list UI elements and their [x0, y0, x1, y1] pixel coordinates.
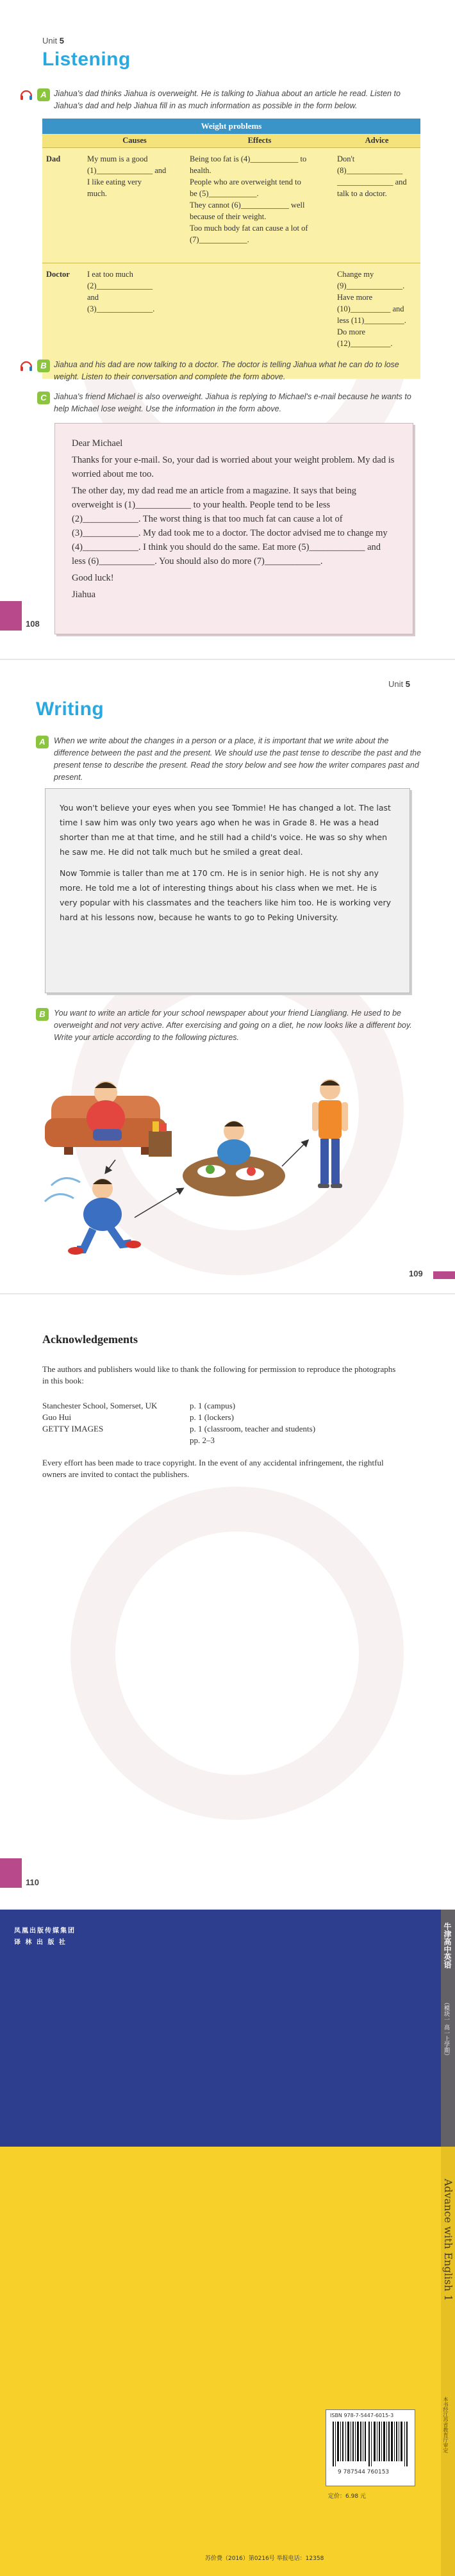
column-header: Effects [186, 134, 333, 148]
page-108 [0, 0, 455, 660]
table-cell-line: I like eating very [87, 178, 142, 186]
isbn-barcode [326, 2409, 415, 2486]
credit-pages: p. 1 (lockers) [190, 1412, 234, 1422]
approval-note: 本书经江苏省教育厅审定 [443, 2397, 449, 2453]
credit-pages: pp. 2–3 [190, 1435, 215, 1445]
headphones-icon [19, 88, 33, 102]
table-cell-line: Change my [337, 270, 374, 279]
blank-field[interactable]: be (5)____________. [190, 189, 259, 198]
unit-label: Unit 5 [42, 36, 64, 45]
row-label-doctor: Doctor [46, 270, 70, 279]
publisher-name: 译 林 出 版 社 [14, 1939, 67, 1946]
blank-field[interactable]: (12)__________. [337, 339, 393, 348]
acknowledgements-title: Acknowledgements [42, 1333, 138, 1346]
email-paragraph: Thanks for your e-mail. So, your dad is worried about your weight problem. My dad is worried about me too. [72, 455, 395, 479]
email-greeting: Dear Michael [72, 438, 123, 449]
liangliang-illustrations [38, 1057, 372, 1269]
blank-field[interactable]: (9)______________. [337, 281, 405, 290]
credit-source: Stanchester School, Somerset, UK [42, 1401, 158, 1410]
credit-pages: p. 1 (classroom, teacher and students) [190, 1424, 316, 1433]
page-number: 109 [409, 1269, 423, 1278]
sofa-eating-illustration [45, 1081, 172, 1157]
credit-source: Guo Hui [42, 1412, 72, 1422]
table-cell-line: and [87, 293, 99, 302]
table-cell-line: much. [87, 189, 107, 198]
blank-field[interactable]: Being too fat is (4)____________ to [190, 154, 307, 163]
blank-field[interactable]: (8)______________ [337, 166, 403, 175]
page-number: 108 [26, 619, 40, 629]
column-header: Causes [83, 134, 186, 148]
story-box [45, 788, 410, 993]
table-cell-line: People who are overweight tend to [190, 178, 301, 186]
page-109 [0, 660, 455, 1294]
page-edge-tab [433, 1271, 455, 1279]
table-cell-line: talk to a doctor. [337, 189, 387, 198]
email-reply-box [54, 423, 413, 634]
price-label: 定价：6.98 元 [328, 2493, 366, 2500]
blank-field[interactable]: (3)______________. [87, 304, 155, 313]
copyright-note: Every effort has been made to trace copyright. In the event of any accidental infringement, the rightful owners are invited to contact the publishers. [42, 1458, 384, 1479]
table-cell-line: Do more [337, 327, 366, 336]
task-b-instruction: Jiahua and his dad are now talking to a doctor. The doctor is telling Jiahua what he can do to lose weight. Listen to their conversation and complete the form above. [54, 360, 399, 381]
task-b-badge: B [37, 359, 50, 372]
story-paragraph: Now Tommie is taller than me at 170 cm. He is in senior high. He is not shy any more. He told me a lot of interesting things about his class when we met. He is very popular with his classmates and the teachers like him too. He is working very hard at his lessons now, because he wants to go to Peking University. [60, 868, 392, 922]
task-a-badge: A [36, 736, 49, 748]
table-row [42, 148, 420, 263]
barcode-lines [333, 2422, 408, 2466]
barcode-digits: 9 787544 760153 [338, 2469, 390, 2475]
task-a-instruction: When we write about the changes in a person or a place, it is important that we write about the difference between the past and the present. We should use the past tense to describe the past and the present tense to describe the present. Read the story below and see how the writer compares past and present. [54, 736, 422, 782]
table-cell-line: Too much body fat can cause a lot of [190, 224, 308, 233]
acknowledgements-intro: The authors and publishers would like to thank the following for permission to reproduce the photographs in this book: [42, 1364, 396, 1385]
headphones-icon [19, 359, 33, 373]
blank-field[interactable]: less (11)__________. [337, 316, 406, 325]
credit-source: GETTY IMAGES [42, 1424, 104, 1433]
table-cell-line: Don't [337, 154, 355, 163]
healthy-meal-illustration [183, 1121, 285, 1196]
page-110 [0, 1294, 455, 1910]
email-signature: Jiahua [72, 590, 96, 600]
table-cell-line: health. [190, 166, 211, 175]
cover-footer: 苏价费（2016）第0216号 举报电话：12358 [205, 2555, 324, 2562]
fit-boy-illustration [312, 1079, 348, 1188]
task-a-instruction: Jiahua's dad thinks Jiahua is overweight. He is talking to Jiahua about an article he read. Listen to Jiahua's dad and help Jiahua fill in as much information as possible in the form below. [54, 89, 401, 110]
blank-field[interactable]: They cannot (6)____________ well [190, 201, 305, 210]
back-cover [0, 1910, 455, 2576]
task-b-badge: B [36, 1008, 49, 1021]
running-illustration [45, 1178, 141, 1255]
email-paragraph-with-blanks[interactable]: The other day, my dad read me an article from a magazine. It says that being overweight is (1)____________ to your health. People tend to be less (2)____________. The worst thing is that too much fat can cause a lot of (3)____________. My dad took me to a doctor. The doctor advised me to change my (4)____________. I think you should do the same. Eat more (5)____________ and less (6)____________. You should also do more (7)____________. [72, 486, 388, 566]
task-b-instruction: You want to write an article for your school newspaper about your friend Liangliang. He used to be overweight and not very active. After exercising and going on a diet, he now looks like a different boy. Write your article according to the following pictures. [54, 1009, 412, 1042]
publisher-group: 凤凰出版传媒集团 [14, 1928, 76, 1935]
table-cell-line: because of their weight. [190, 212, 267, 221]
column-header: Advice [333, 134, 420, 148]
blank-field[interactable]: ______________ and [337, 178, 407, 186]
page-number: 110 [26, 1878, 39, 1887]
section-title-writing: Writing [36, 698, 104, 720]
blank-field[interactable]: (10)__________ and [337, 304, 404, 313]
story-paragraph: You won't believe your eyes when you see Tommie! He has changed a lot. The last time I saw him was only two years ago when he was in Grade 8. He was a head shorter than me at that time, and he still had a child's voice. He was so shy when he saw me. He did not talk much but he smiled a great deal. [60, 803, 391, 857]
watermark-decoration [70, 1487, 404, 1820]
weight-problems-table [42, 119, 420, 379]
blank-field[interactable]: (7)____________. [190, 235, 249, 244]
spine-subtitle: （模块一 高一上学期） [443, 1999, 449, 2059]
email-closing: Good luck! [72, 573, 114, 583]
table-cell-line: I eat too much [87, 270, 133, 279]
task-c-instruction: Jiahua's friend Michael is also overweight. Jiahua is replying to Michael's e-mail because he wants to help Michael lose weight. Use the information in the form above. [54, 392, 411, 413]
cover-yellow-band [0, 2147, 455, 2576]
blank-field[interactable]: (2)______________ [87, 281, 153, 290]
spine-title: 牛津高中英语 [443, 1922, 452, 1969]
cover-navy-band [0, 1910, 455, 2147]
page-edge-tab [0, 1858, 22, 1888]
table-caption: Weight problems [42, 119, 420, 134]
row-label-dad: Dad [42, 148, 83, 263]
task-c-badge: C [37, 392, 50, 404]
credit-pages: p. 1 (campus) [190, 1401, 236, 1410]
page-edge-tab [0, 601, 22, 631]
section-title-listening: Listening [42, 49, 131, 70]
table-cell-line: My mum is a good [87, 154, 148, 163]
blank-field[interactable]: (1)______________ and [87, 166, 167, 175]
series-title: Advance with English 1 [442, 2179, 454, 2302]
table-cell-line: Have more [337, 293, 373, 302]
task-a-badge: A [37, 88, 50, 101]
isbn-text: ISBN 978-7-5447-6015-3 [330, 2413, 394, 2418]
unit-label: Unit 5 [388, 679, 410, 689]
